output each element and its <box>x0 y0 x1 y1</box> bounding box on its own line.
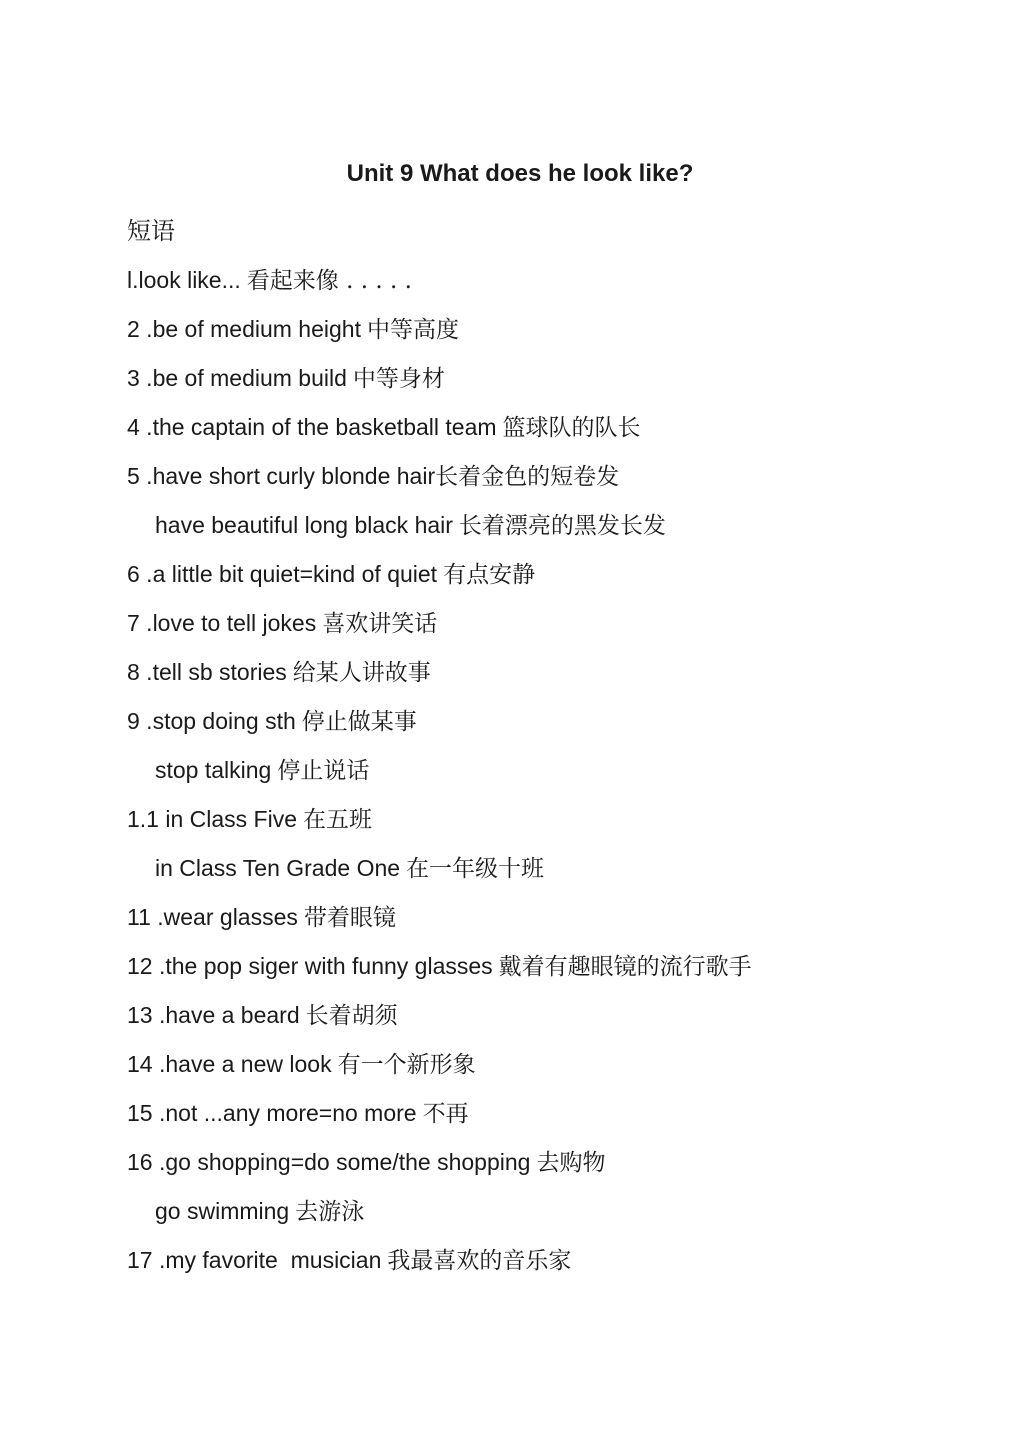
phrase-english: 6 .a little bit quiet=kind of quiet <box>127 561 438 587</box>
phrase-list <box>127 264 987 1293</box>
list-item <box>127 362 987 411</box>
phrase-chinese: 在五班 <box>303 807 373 833</box>
phrase-chinese: 停止做某事 <box>301 709 417 735</box>
phrase-english: 7 .love to tell jokes <box>127 610 317 636</box>
phrase-chinese: 喜欢讲笑话 <box>322 611 438 637</box>
phrase-chinese: 看起来像 . . . . . <box>246 268 412 294</box>
list-item <box>127 313 987 362</box>
list-item <box>127 558 987 607</box>
list-item <box>127 1048 987 1097</box>
list-item <box>127 901 987 950</box>
list-item <box>127 950 987 999</box>
phrase-english: 4 .the captain of the basketball team <box>127 414 497 440</box>
list-item <box>127 411 987 460</box>
phrase-english: 3 .be of medium build <box>127 365 347 391</box>
phrase-english: in Class Ten Grade One <box>155 855 401 881</box>
phrase-chinese: 在一年级十班 <box>406 856 545 882</box>
phrase-english: l.look like... <box>127 267 241 293</box>
phrase-chinese: 戴着有趣眼镜的流行歌手 <box>498 954 752 980</box>
phrase-chinese: 有点安静 <box>443 562 536 588</box>
list-item <box>127 460 987 509</box>
phrase-chinese: 长着漂亮的黑发长发 <box>458 513 666 539</box>
phrase-english: 5 .have short curly blonde hair <box>127 463 436 489</box>
phrase-english: 13 .have a beard <box>127 1002 300 1028</box>
list-item <box>127 607 987 656</box>
section-label: 短语 <box>127 217 175 245</box>
phrase-chinese: 有一个新形象 <box>337 1052 476 1078</box>
phrase-chinese: 长着胡须 <box>305 1003 398 1029</box>
phrase-english: 2 .be of medium height <box>127 316 361 342</box>
phrase-english: 8 .tell sb stories <box>127 659 287 685</box>
phrase-english: 12 .the pop siger with funny glasses <box>127 953 493 979</box>
phrase-english: stop talking <box>155 757 272 783</box>
phrase-chinese: 篮球队的队长 <box>502 415 641 441</box>
phrase-chinese: 去游泳 <box>295 1199 365 1225</box>
phrase-chinese: 不再 <box>422 1101 469 1127</box>
list-item <box>127 705 987 754</box>
page-title: Unit 9 What does he look like? <box>346 160 694 187</box>
phrase-chinese: 给某人讲故事 <box>292 660 431 686</box>
list-item <box>127 852 987 901</box>
phrase-chinese: 中等身材 <box>352 366 445 392</box>
list-item <box>127 656 987 705</box>
list-item <box>127 1097 987 1146</box>
phrase-chinese: 停止说话 <box>277 758 370 784</box>
phrase-chinese: 带着眼镜 <box>303 905 396 931</box>
list-item <box>127 754 987 803</box>
phrase-english: have beautiful long black hair <box>155 512 453 538</box>
phrase-chinese: 中等高度 <box>366 317 459 343</box>
list-item <box>127 1244 987 1293</box>
list-item <box>127 1146 987 1195</box>
list-item <box>127 264 987 313</box>
phrase-english: 16 .go shopping=do some/the shopping <box>127 1149 531 1175</box>
list-item <box>127 999 987 1048</box>
phrase-chinese: 去购物 <box>536 1150 606 1176</box>
phrase-chinese: 我最喜欢的音乐家 <box>387 1248 572 1274</box>
phrase-chinese: 长着金色的短卷发 <box>435 464 620 490</box>
phrase-english: go swimming <box>155 1198 290 1224</box>
phrase-english: 9 .stop doing sth <box>127 708 296 734</box>
list-item <box>127 509 987 558</box>
list-item <box>127 1195 987 1244</box>
phrase-english: 14 .have a new look <box>127 1051 332 1077</box>
phrase-english: 15 .not ...any more=no more <box>127 1100 417 1126</box>
list-item <box>127 803 987 852</box>
phrase-english: 17 .my favorite musician <box>127 1247 382 1273</box>
phrase-english: 11 .wear glasses <box>127 904 298 930</box>
phrase-english: 1.1 in Class Five <box>127 806 298 832</box>
